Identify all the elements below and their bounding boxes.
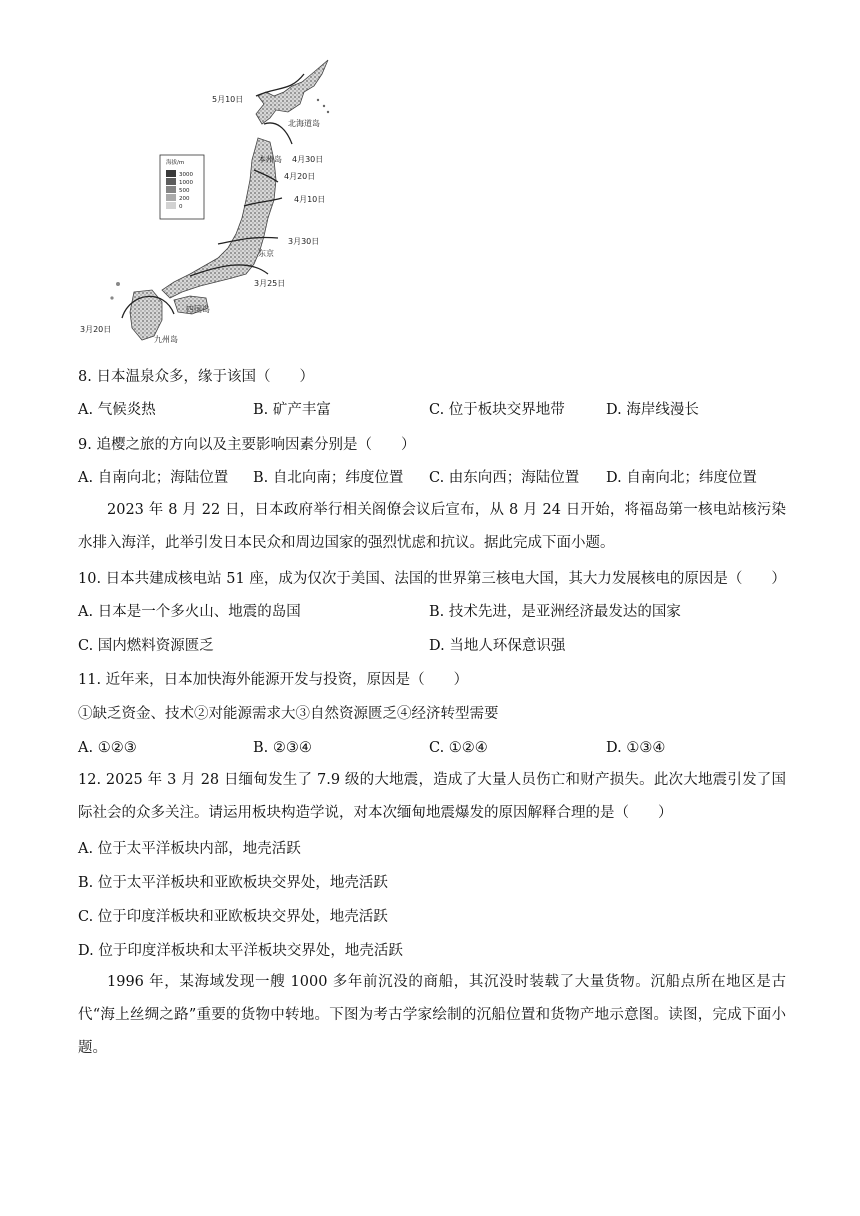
question-11-option-c[interactable]: C. ①②④ [429,740,488,756]
question-11-items: ①缺乏资金、技术②对能源需求大③自然资源匮乏④经济转型需要 [78,706,499,722]
date-label: 4月20日 [284,172,316,181]
island-label: 本州岛 [258,155,282,164]
date-label: 4月30日 [292,155,324,164]
small-island [110,296,113,299]
question-10-option-b[interactable]: B. 技术先进，是亚洲经济最发达的国家 [429,604,681,620]
island-label: 东京 [258,249,274,258]
small-island [116,282,120,286]
question-9-option-a[interactable]: A. 自南向北；海陆位置 [78,470,229,486]
question-10-option-c[interactable]: C. 国内燃料资源匮乏 [78,638,214,654]
question-11-stem: 11. 近年来，日本加快海外能源开发与投资，原因是（ ） [78,672,469,688]
question-8-stem: 8. 日本温泉众多，缘于该国（ ） [78,369,314,385]
passage-fukushima: 2023 年 8 月 22 日，日本政府举行相关阁僚会议后宣布，从 8 月 24 日开始，将福岛第一核电站核污染水排入海洋，此举引发日本民众和周边国家的强烈忧虑和抗议。据此完成下面小题。 [78,502,786,551]
question-8-option-d[interactable]: D. 海岸线漫长 [606,402,699,418]
legend-label: 1000 [179,180,193,186]
question-8-option-b[interactable]: B. 矿产丰富 [253,402,331,418]
legend-swatch [166,186,176,193]
question-12-stem: 12. 2025 年 3 月 28 日缅甸发生了 7.9 级的大地震，造成了大量人员伤亡和财产损失。此次大地震引发了国际社会的众多关注。请运用板块构造学说，对本次缅甸地震爆发的原因解释合理的是（ ） [78,772,786,821]
legend-swatch [166,194,176,201]
question-9-option-c[interactable]: C. 由东向西；海陆位置 [429,470,580,486]
island-label: 四国岛 [186,305,210,314]
date-label: 3月20日 [80,325,112,334]
small-island [323,105,325,107]
question-11-option-b[interactable]: B. ②③④ [253,740,312,756]
date-label: 5月10日 [212,95,244,104]
legend-label: 500 [179,188,190,194]
date-label: 4月10日 [294,195,326,204]
island-label: 北海道岛 [288,119,320,128]
elevation-legend [160,155,204,219]
question-10-option-d[interactable]: D. 当地人环保意识强 [429,638,566,654]
legend-swatch [166,202,176,209]
date-label: 3月30日 [288,237,320,246]
question-8-option-a[interactable]: A. 气候炎热 [78,402,156,418]
question-12-option-a[interactable]: A. 位于太平洋板块内部，地壳活跃 [78,841,301,857]
question-8-option-c[interactable]: C. 位于板块交界地带 [429,402,565,418]
question-9-option-d[interactable]: D. 自南向北；纬度位置 [606,470,757,486]
legend-title: 海拔/m [166,160,185,166]
legend-swatches [166,170,176,209]
island-label: 九州岛 [154,335,178,344]
question-9-stem: 9. 追樱之旅的方向以及主要影响因素分别是（ ） [78,437,416,453]
passage-shipwreck: 1996 年，某海域发现一艘 1000 多年前沉没的商船，其沉没时装载了大量货物。沉船点所在地区是古代“海上丝绸之路”重要的货物中转地。下图为考古学家绘制的沉船位置和货物产地示意图。读图，完成下面小题。 [78,974,786,1056]
japan-cherry-blossom-map [78,52,338,357]
small-island [317,99,319,101]
date-label: 3月25日 [254,279,286,288]
question-9-option-b[interactable]: B. 自北向南；纬度位置 [253,470,404,486]
question-11-option-a[interactable]: A. ①②③ [78,740,137,756]
question-12-option-d[interactable]: D. 位于印度洋板块和太平洋板块交界处，地壳活跃 [78,943,403,959]
legend-swatch [166,170,176,177]
question-12-option-c[interactable]: C. 位于印度洋板块和亚欧板块交界处，地壳活跃 [78,909,388,925]
legend-label: 0 [179,204,183,210]
question-10-stem: 10. 日本共建成核电站 51 座，成为仅次于美国、法国的世界第三核电大国，其大力发展核电的原因是（ ） [78,571,786,587]
legend-label: 200 [179,196,190,202]
legend-label: 3000 [179,172,193,178]
question-10-option-a[interactable]: A. 日本是一个多火山、地震的岛国 [78,604,301,620]
legend-swatch [166,178,176,185]
map-svg [78,52,338,357]
question-11-option-d[interactable]: D. ①③④ [606,740,666,756]
question-12-option-b[interactable]: B. 位于太平洋板块和亚欧板块交界处，地壳活跃 [78,875,388,891]
small-island [327,111,329,113]
